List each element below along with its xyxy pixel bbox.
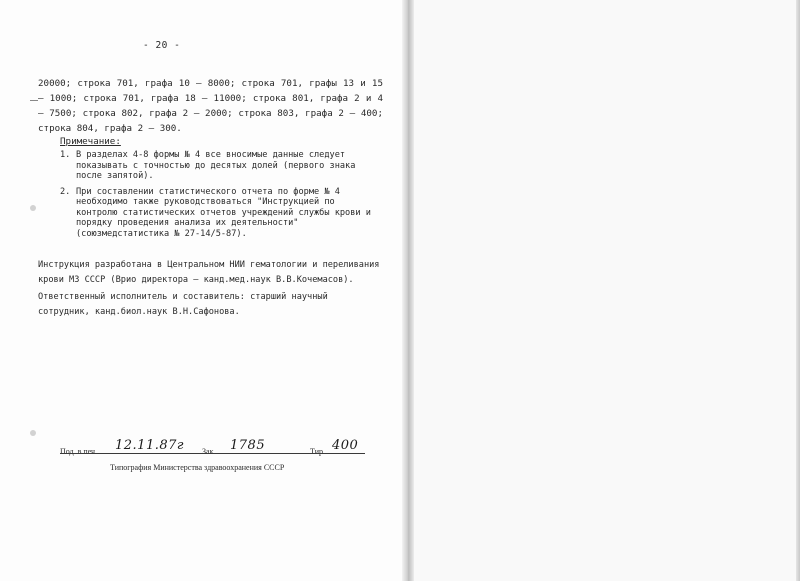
note-item <box>60 187 380 240</box>
note-item <box>60 150 380 182</box>
copies-label: Тир. <box>310 447 325 456</box>
imprint-rule <box>60 453 365 454</box>
note-item-number: 1. <box>60 150 71 160</box>
note-item-number: 2. <box>60 186 71 197</box>
punch-hole-mark <box>30 205 36 211</box>
note-list <box>60 150 380 244</box>
executor-paragraph: Ответственный исполнитель и составитель: старший научный сотрудник, канд.биол.наук В.Н.Сафонова. <box>38 292 328 317</box>
order-label: Зак. <box>202 447 216 456</box>
note-heading: Примечание: <box>60 136 121 147</box>
body-paragraph: 20000; строка 701, графа 10 – 8000; строка 701, графы 13 и 15 – 1000; строка 701, графа 18 – 11000; строка 801, графа 2 и 4 – 7500; строка 802, графа 2 – 2000; строка 803, графа 2 – 400; строка 804, графа 2 – 300. <box>38 78 383 134</box>
right-page-blank <box>414 0 800 581</box>
imprint-line <box>60 438 365 460</box>
punch-hole-mark <box>30 430 36 436</box>
credits-paragraph: Инструкция разработана в Центральном НИИ гематологии и переливания крови МЗ СССР (Врио директора – канд.мед.наук В.В.Кочемасов). <box>38 260 380 285</box>
note-item-text: При составлении статистического отчета по форме № 4 необходимо также руководствоваться "Инструкцией по контролю статистических отчетов учреждений службы крови и порядку проведения анализа их деятельности" (союзмедстатистика № 27-14/5-87). <box>76 186 371 239</box>
margin-mark <box>30 100 38 101</box>
page-number: - 20 - <box>143 40 181 51</box>
signed-label: Под. в печ. <box>60 447 98 456</box>
printer-line: Типография Министерства здравоохранения СССР <box>110 463 285 472</box>
copies-count-handwritten: 400 <box>332 438 359 453</box>
order-number-handwritten: 1785 <box>230 438 266 453</box>
note-item-text: В разделах 4-8 формы № 4 все вносимые данные следует показывать с точностью до десятых долей (первого знака после запятой). <box>76 150 356 181</box>
right-page-edge <box>796 0 800 581</box>
page-fold <box>402 0 414 581</box>
signed-date-handwritten: 12.11.87г <box>115 438 184 453</box>
